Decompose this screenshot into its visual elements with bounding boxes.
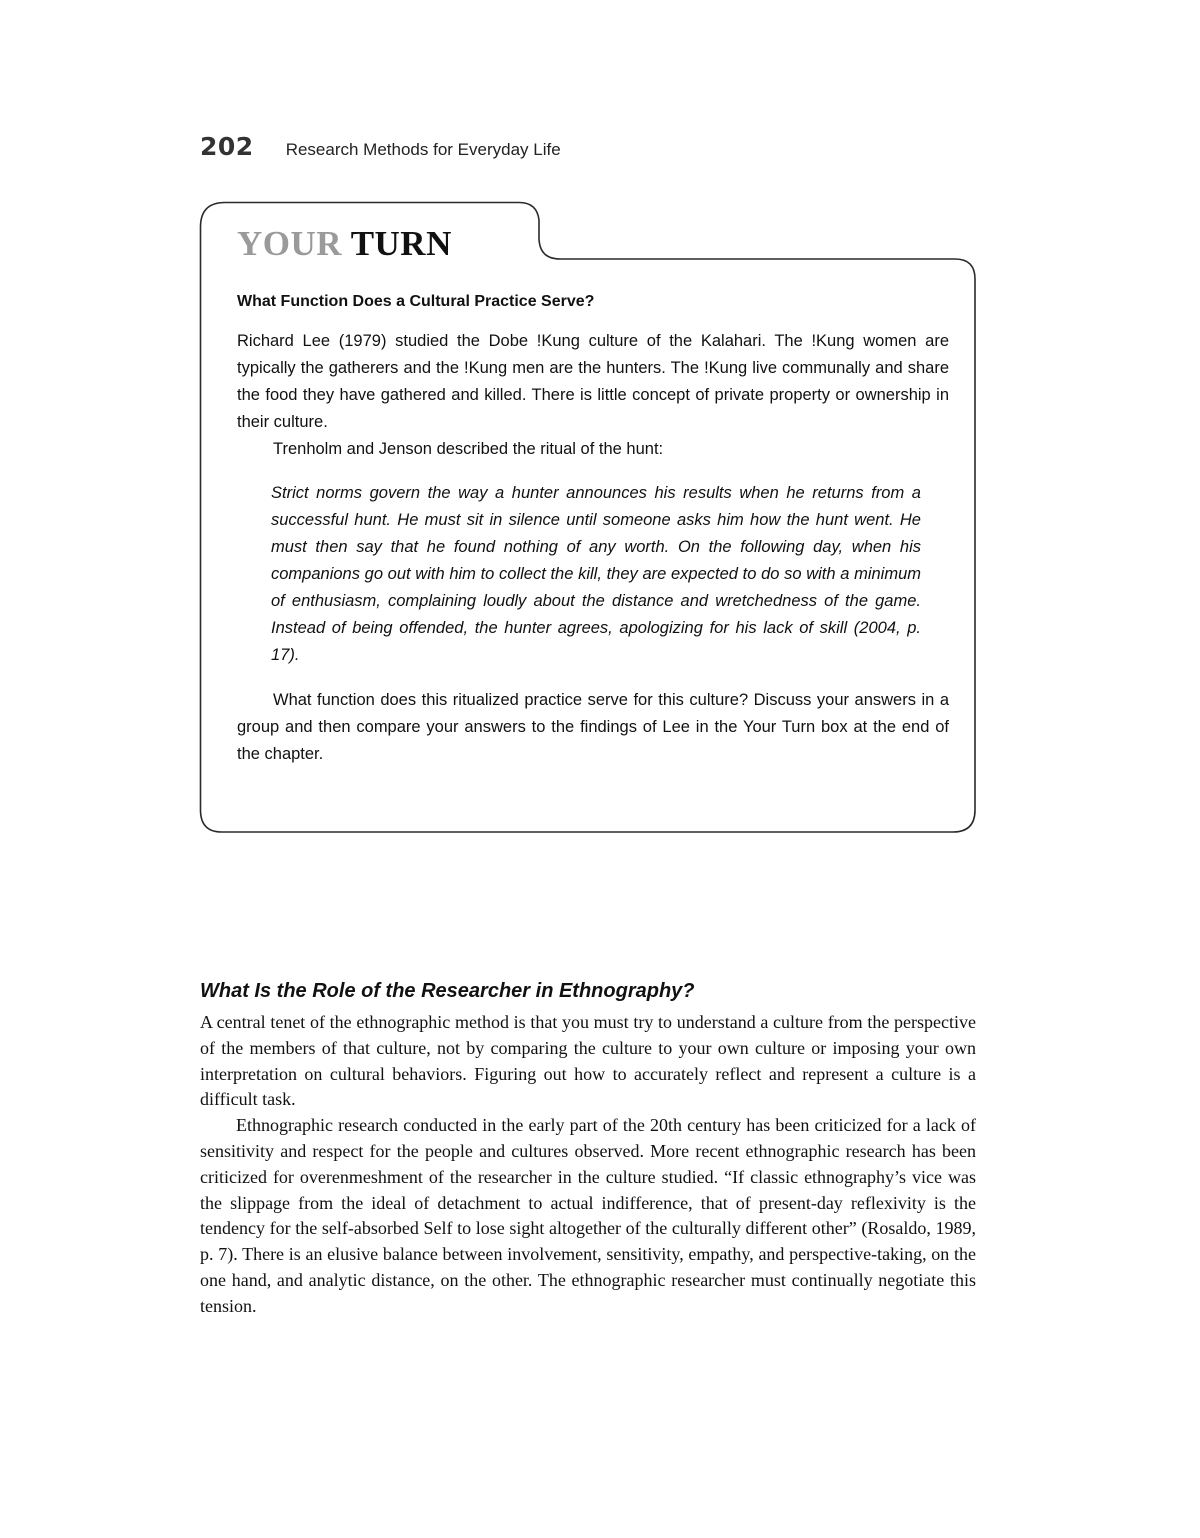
- intro-paragraph: Richard Lee (1979) studied the Dobe !Kung culture of the Kalahari. The !Kung women are typically the gatherers and the !Kung men are the hunters. The !Kung live communally and share the food they have gathered and killed. There is little concept of private property or ownership in their culture.: [237, 332, 949, 431]
- body-paragraph-2: Ethnographic research conducted in the early part of the 20th century has been criticized for a lack of sensitivity and respect for the people and cultures observed. More recent ethnographic research has been criticized for overenmeshment of the researcher in the culture studied. “If classic ethnography’s vice was the slippage from the ideal of detachment to actual indifference, that of present-day reflexivity is the tendency for the self-absorbed Self to lose sight altogether of the culturally different other” (Rosaldo, 1989, p. 7). There is an elusive balance between involvement, sensitivity, empathy, and perspective-taking, on the one hand, and analytic distance, on the other. The ethnographic researcher must continually negotiate this tension.: [200, 1115, 976, 1316]
- block-quote: Strict norms govern the way a hunter announces his results when he returns from a successful hunt. He must sit in silence until someone asks him how the hunt went. He must then say that he found nothing of any worth. On the following day, when his companions go out with him to collect the kill, they are expected to do so with a minimum of enthusiasm, complaining loudly about the distance and wretchedness of the game. Instead of being offended, the hunter agrees, apologizing for his lack of skill (2004, p. 17).: [271, 484, 921, 664]
- body-paragraph-1: A central tenet of the ethnographic method is that you must try to understand a culture from the perspective of the members of that culture, not by comparing the culture to your own culture or imposing your own interpretation on cultural behaviors. Figuring out how to accurately reflect and represent a culture is a difficult task.: [200, 1012, 976, 1110]
- section-heading: What Is the Role of the Researcher in Ethnography?: [200, 980, 695, 1002]
- page-number: 202: [200, 132, 254, 161]
- your-turn-title-your: YOUR: [237, 224, 343, 263]
- running-head: [200, 132, 561, 161]
- box-heading: What Function Does a Cultural Practice Serve?: [237, 293, 595, 310]
- your-turn-title-turn: TURN: [350, 224, 452, 263]
- your-turn-title: [237, 224, 949, 264]
- lead-in: Trenholm and Jenson described the ritual of the hunt:: [273, 440, 664, 458]
- book-title: Research Methods for Everyday Life: [285, 140, 561, 159]
- your-turn-box: [237, 224, 949, 768]
- section-body: [200, 1010, 976, 1320]
- discussion-question: What function does this ritualized practice serve for this culture? Discuss your answers in a group and then compare your answers to the findings of Lee in the Your Turn box at the end of the chapter.: [237, 691, 949, 763]
